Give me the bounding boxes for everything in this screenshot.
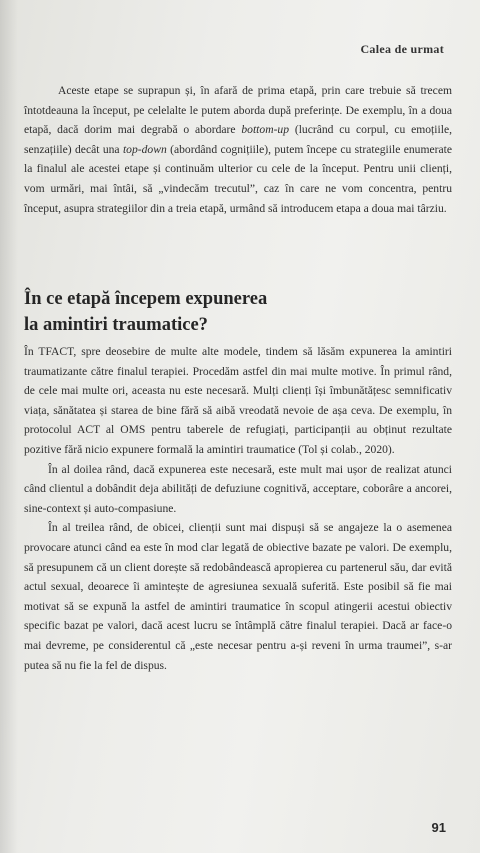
intro-text-part-3: (abordând cognițiile), putem începe cu strategiile enumerate la finalul ale acestei etape și continuăm ulterior cu cele de la început. Pentru unii clienți, vom urmări, mai întâi, să „vindecăm trecutul”, caz în care ne vom concentra, pentru început, asupra strategiilor din a treia etapă, urmând să introducem etapa a doua mai târziu. — [24, 142, 453, 215]
intro-paragraph — [24, 81, 452, 218]
intro-text-block — [24, 81, 452, 218]
intro-italic-bottom-up: bottom-up — [241, 123, 290, 137]
section-text-block — [24, 342, 452, 675]
running-header: Calea de urmat — [360, 42, 444, 56]
intro-italic-top-down: top-down — [122, 142, 167, 156]
page-gutter-shadow — [0, 0, 18, 853]
section-paragraph-1: În TFACT, spre deosebire de multe alte modele, tindem să lăsăm expunerea la amintiri traumatizante către finalul terapiei. Procedăm astfel din mai multe motive. În primul rând, de cele mai multe ori, aceasta nu este necesară. Mulți clienți își îmbunătățesc semnificativ viața, sănătatea și starea de bine fără să aibă vreodată nevoie de așa ceva. De exemplu, în protocolul ACT al OMS pentru taberele de refugiați, participanții au obținut rezultate pozitive fără nicio expunere formală la amintiri traumatice (Tol și colab., 2020). — [24, 345, 452, 456]
intro-text-part-2: (lucrând cu corpul, cu emoțiile, senzațiile) decât una — [24, 123, 452, 156]
section-heading — [24, 286, 452, 338]
section-heading-line-2: la amintiri traumatice? — [24, 315, 208, 335]
page-number: 91 — [431, 820, 446, 835]
section-heading-line-1: În ce etapă începem expunerea — [24, 289, 268, 309]
section-paragraph-3: În al treilea rând, de obicei, clienții sunt mai dispuși să se angajeze la o asemenea provocare atunci când ea este în mod clar legată de obiective bazate pe valori. De exemplu, să presupunem că un client dorește să redobândească apropierea cu partenerul său, dar evită actul sexual, deoarece îi amintește de agresiunea sexuală suferită. Este posibil să fie mai motivat să se expună la astfel de amintiri traumatice în scopul atingerii acestui obiectiv specific bazat pe valori, dacă acest lucru se întâmplă către finalul terapiei. Dacă ar face-o mai devreme, pe considerentul că „este necesar pentru a-și reveni în urma traumei”, s-ar putea să nu fie la fel de dispus. — [24, 521, 452, 672]
intro-text-part-1: Aceste etape se suprapun și, în afară de prima etapă, prin care trebuie să trecem întotdeauna la început, pe celelalte le putem aborda după preferințe. De exemplu, în a doua etapă, dacă dorim mai degrabă o abordare — [24, 84, 452, 137]
section-paragraph-2: În al doilea rând, dacă expunerea este necesară, este mult mai ușor de realizat atunci când clientul a dobândit deja abilități de defuziune cognitivă, acceptare, coborâre a ancorei, sine-context și auto-compasiune. — [24, 462, 452, 515]
